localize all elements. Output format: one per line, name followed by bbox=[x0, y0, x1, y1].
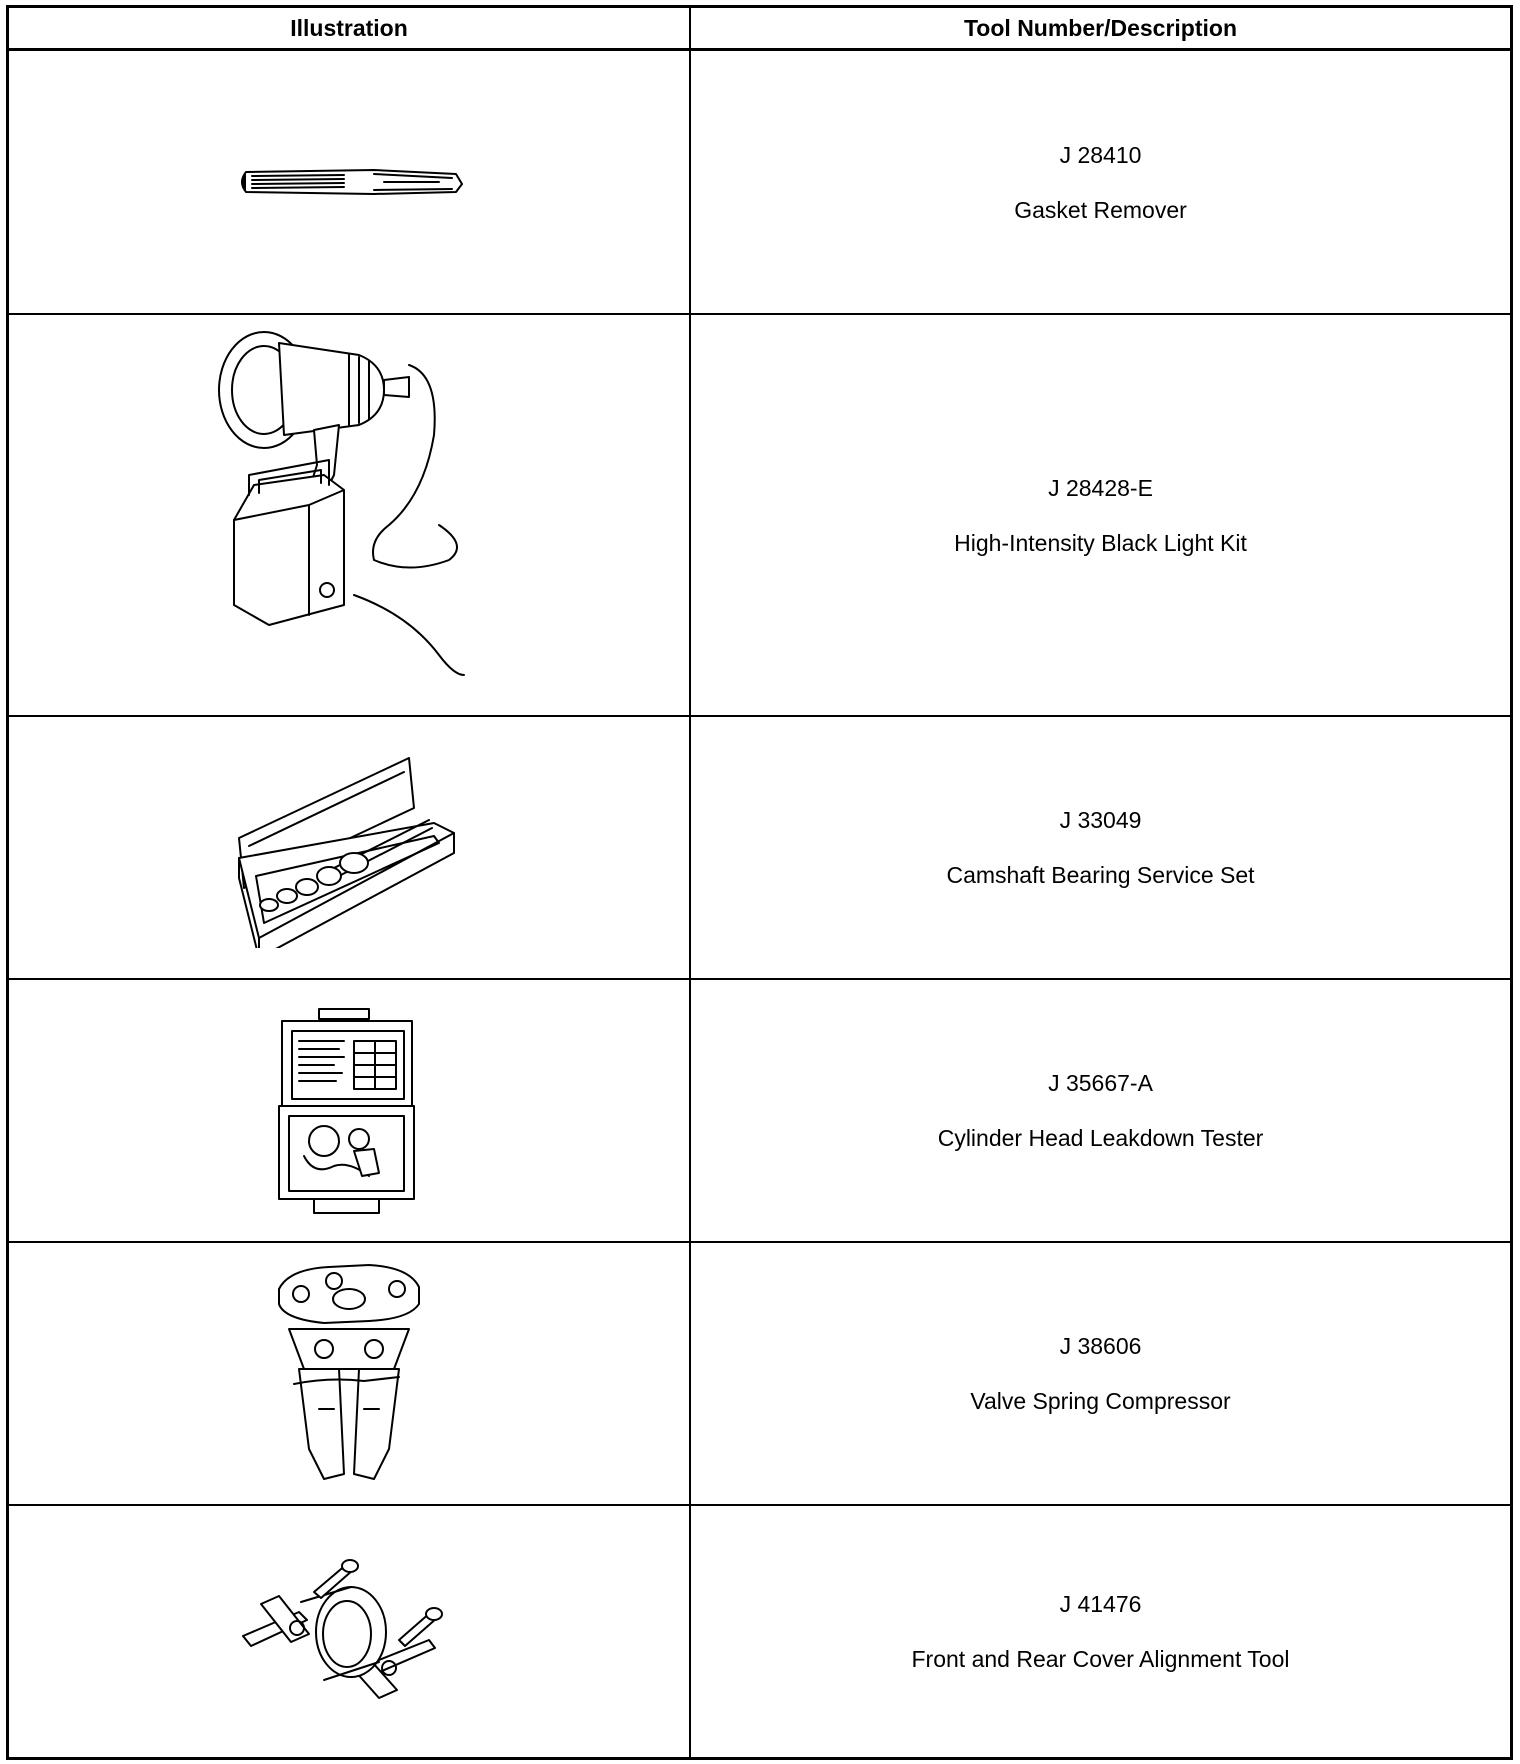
description-cell bbox=[691, 1243, 1510, 1504]
description-cell bbox=[691, 51, 1510, 313]
table-row bbox=[9, 51, 1510, 315]
tool-number: J 41476 bbox=[1059, 1591, 1142, 1617]
tool-number: J 38606 bbox=[1059, 1333, 1142, 1359]
tool-description: Valve Spring Compressor bbox=[970, 1388, 1231, 1414]
table-row bbox=[9, 1243, 1510, 1506]
tool-description: High-Intensity Black Light Kit bbox=[954, 529, 1247, 556]
illustration-cell bbox=[9, 1243, 689, 1504]
illustration-header: Illustration bbox=[290, 14, 408, 41]
illustration-cell bbox=[9, 315, 689, 715]
valve-spring-compressor-icon bbox=[269, 1259, 429, 1489]
illustration-cell bbox=[9, 1506, 689, 1757]
illustration-cell bbox=[9, 717, 689, 978]
table-header bbox=[9, 8, 1510, 51]
description-cell bbox=[691, 315, 1510, 715]
illustration-cell bbox=[9, 980, 689, 1241]
table-row bbox=[9, 980, 1510, 1243]
tool-description: Gasket Remover bbox=[1014, 196, 1187, 223]
tool-number: J 28428-E bbox=[1048, 474, 1153, 501]
description-cell bbox=[691, 1506, 1510, 1757]
table-row bbox=[9, 717, 1510, 980]
description-cell bbox=[691, 717, 1510, 978]
table-row bbox=[9, 315, 1510, 717]
cover-alignment-tool-icon bbox=[239, 1552, 459, 1712]
special-tools-table bbox=[6, 5, 1513, 1760]
tool-number: J 33049 bbox=[1059, 807, 1142, 833]
camshaft-bearing-set-icon bbox=[234, 748, 464, 948]
tool-number: J 35667-A bbox=[1048, 1070, 1153, 1096]
illustration-cell bbox=[9, 51, 689, 313]
table-row bbox=[9, 1506, 1510, 1757]
gasket-remover-icon bbox=[234, 162, 464, 202]
black-light-kit-icon bbox=[209, 325, 489, 705]
tool-number-description-header: Tool Number/Description bbox=[963, 14, 1238, 41]
tool-number: J 28410 bbox=[1059, 141, 1142, 168]
tool-description: Front and Rear Cover Alignment Tool bbox=[911, 1646, 1290, 1672]
description-cell bbox=[691, 980, 1510, 1241]
tool-description: Cylinder Head Leakdown Tester bbox=[937, 1125, 1264, 1151]
tool-description: Camshaft Bearing Service Set bbox=[946, 862, 1255, 888]
leakdown-tester-icon bbox=[274, 1001, 424, 1221]
